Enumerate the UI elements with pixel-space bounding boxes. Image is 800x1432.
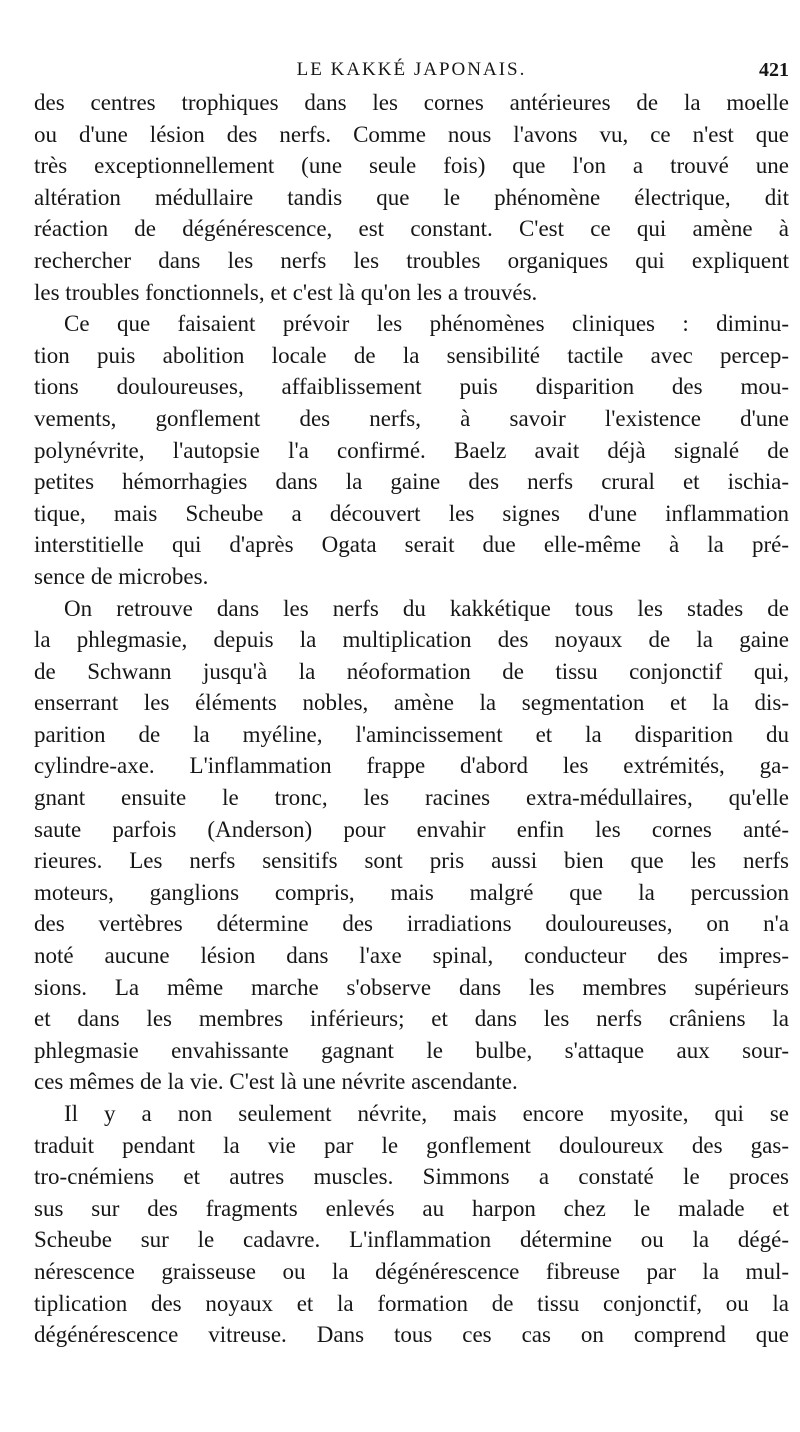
text-line: la phlegmasie, depuis la multiplication des noyaux de la gaine — [34, 627, 789, 653]
text-line: rechercher dans les nerfs les troubles organiques qui expliquent — [34, 247, 789, 273]
text-line: polynévrite, l'autopsie l'a confirmé. Baelz avait déjà signalé de — [34, 437, 789, 463]
text-line: et dans les membres inférieurs; et dans les nerfs crâniens la — [34, 1006, 789, 1032]
text-line: moteurs, ganglions compris, mais malgré que la percussion — [34, 879, 789, 905]
text-line: dégénérescence vitreuse. Dans tous ces cas on comprend que — [34, 1322, 789, 1348]
text-line: enserrant les éléments nobles, amène la segmentation et la dis- — [34, 690, 789, 716]
body-text — [34, 87, 789, 1351]
book-page — [34, 0, 789, 1432]
text-line: tro-cnémiens et autres muscles. Simmons a constaté le proces — [34, 1164, 789, 1190]
text-line: tiplication des noyaux et la formation de tissu conjonctif, ou la — [34, 1290, 789, 1316]
text-line: tique, mais Scheube a découvert les signes d'une inflammation — [34, 500, 789, 526]
text-line: des centres trophiques dans les cornes antérieures de la moelle — [34, 90, 789, 115]
text-line: les troubles fonctionnels, et c'est là qu'on les a trouvés. — [34, 279, 538, 305]
text-line: vements, gonflement des nerfs, à savoir l'existence d'une — [34, 405, 789, 431]
text-line: Il y a non seulement névrite, mais encore myosite, qui se — [64, 1101, 789, 1126]
text-line: gnant ensuite le tronc, les racines extra-médullaires, qu'elle — [34, 785, 789, 811]
page-number: 421 — [759, 59, 789, 81]
running-head — [34, 55, 789, 85]
text-line: très exceptionnellement (une seule fois) que l'on a trouvé une — [34, 153, 789, 179]
text-line: tion puis abolition locale de la sensibilité tactile avec percep- — [34, 342, 789, 368]
text-line: phlegmasie envahissante gagnant le bulbe, s'attaque aux sour- — [34, 1037, 789, 1063]
text-line: altération médullaire tandis que le phénomène électrique, dit — [34, 184, 789, 210]
text-line: sions. La même marche s'observe dans les membres supérieurs — [34, 974, 789, 1000]
text-line: nérescence graisseuse ou la dégénérescence fibreuse par la mul- — [34, 1258, 789, 1284]
text-line: sence de microbes. — [34, 563, 209, 589]
text-line: interstitielle qui d'après Ogata serait due elle-même à la pré- — [34, 532, 789, 558]
text-line: cylindre-axe. L'inflammation frappe d'abord les extrémités, ga- — [34, 753, 789, 779]
text-line: rieures. Les nerfs sensitifs sont pris aussi bien que les nerfs — [34, 848, 789, 874]
text-line: On retrouve dans les nerfs du kakkétique tous les stades de — [64, 595, 789, 621]
text-line: saute parfois (Anderson) pour envahir enfin les cornes anté- — [34, 816, 789, 842]
text-line: des vertèbres détermine des irradiations douloureuses, on n'a — [34, 911, 789, 937]
text-line: Scheube sur le cadavre. L'inflammation détermine ou la dégé- — [34, 1227, 789, 1253]
text-line: de Schwann jusqu'à la néoformation de tissu conjonctif qui, — [34, 658, 789, 684]
text-line: réaction de dégénérescence, est constant. C'est ce qui amène à — [34, 216, 789, 242]
text-line: sus sur des fragments enlevés au harpon chez le malade et — [34, 1195, 789, 1221]
text-line: petites hémorrhagies dans la gaine des nerfs crural et ischia- — [34, 469, 789, 495]
text-line: tions douloureuses, affaiblissement puis disparition des mou- — [34, 374, 789, 400]
text-line: noté aucune lésion dans l'axe spinal, conducteur des impres- — [34, 943, 789, 969]
text-line: ces mêmes de la vie. C'est là une névrite ascendante. — [34, 1069, 518, 1095]
text-line: ou d'une lésion des nerfs. Comme nous l'avons vu, ce n'est que — [34, 121, 789, 147]
text-line: Ce que faisaient prévoir les phénomènes cliniques : diminu- — [64, 311, 789, 337]
text-line: parition de la myéline, l'amincissement et la disparition du — [34, 721, 789, 747]
text-line: traduit pendant la vie par le gonflement douloureux des gas- — [34, 1132, 789, 1158]
running-title: LE KAKKÉ JAPONAIS. — [296, 59, 527, 80]
